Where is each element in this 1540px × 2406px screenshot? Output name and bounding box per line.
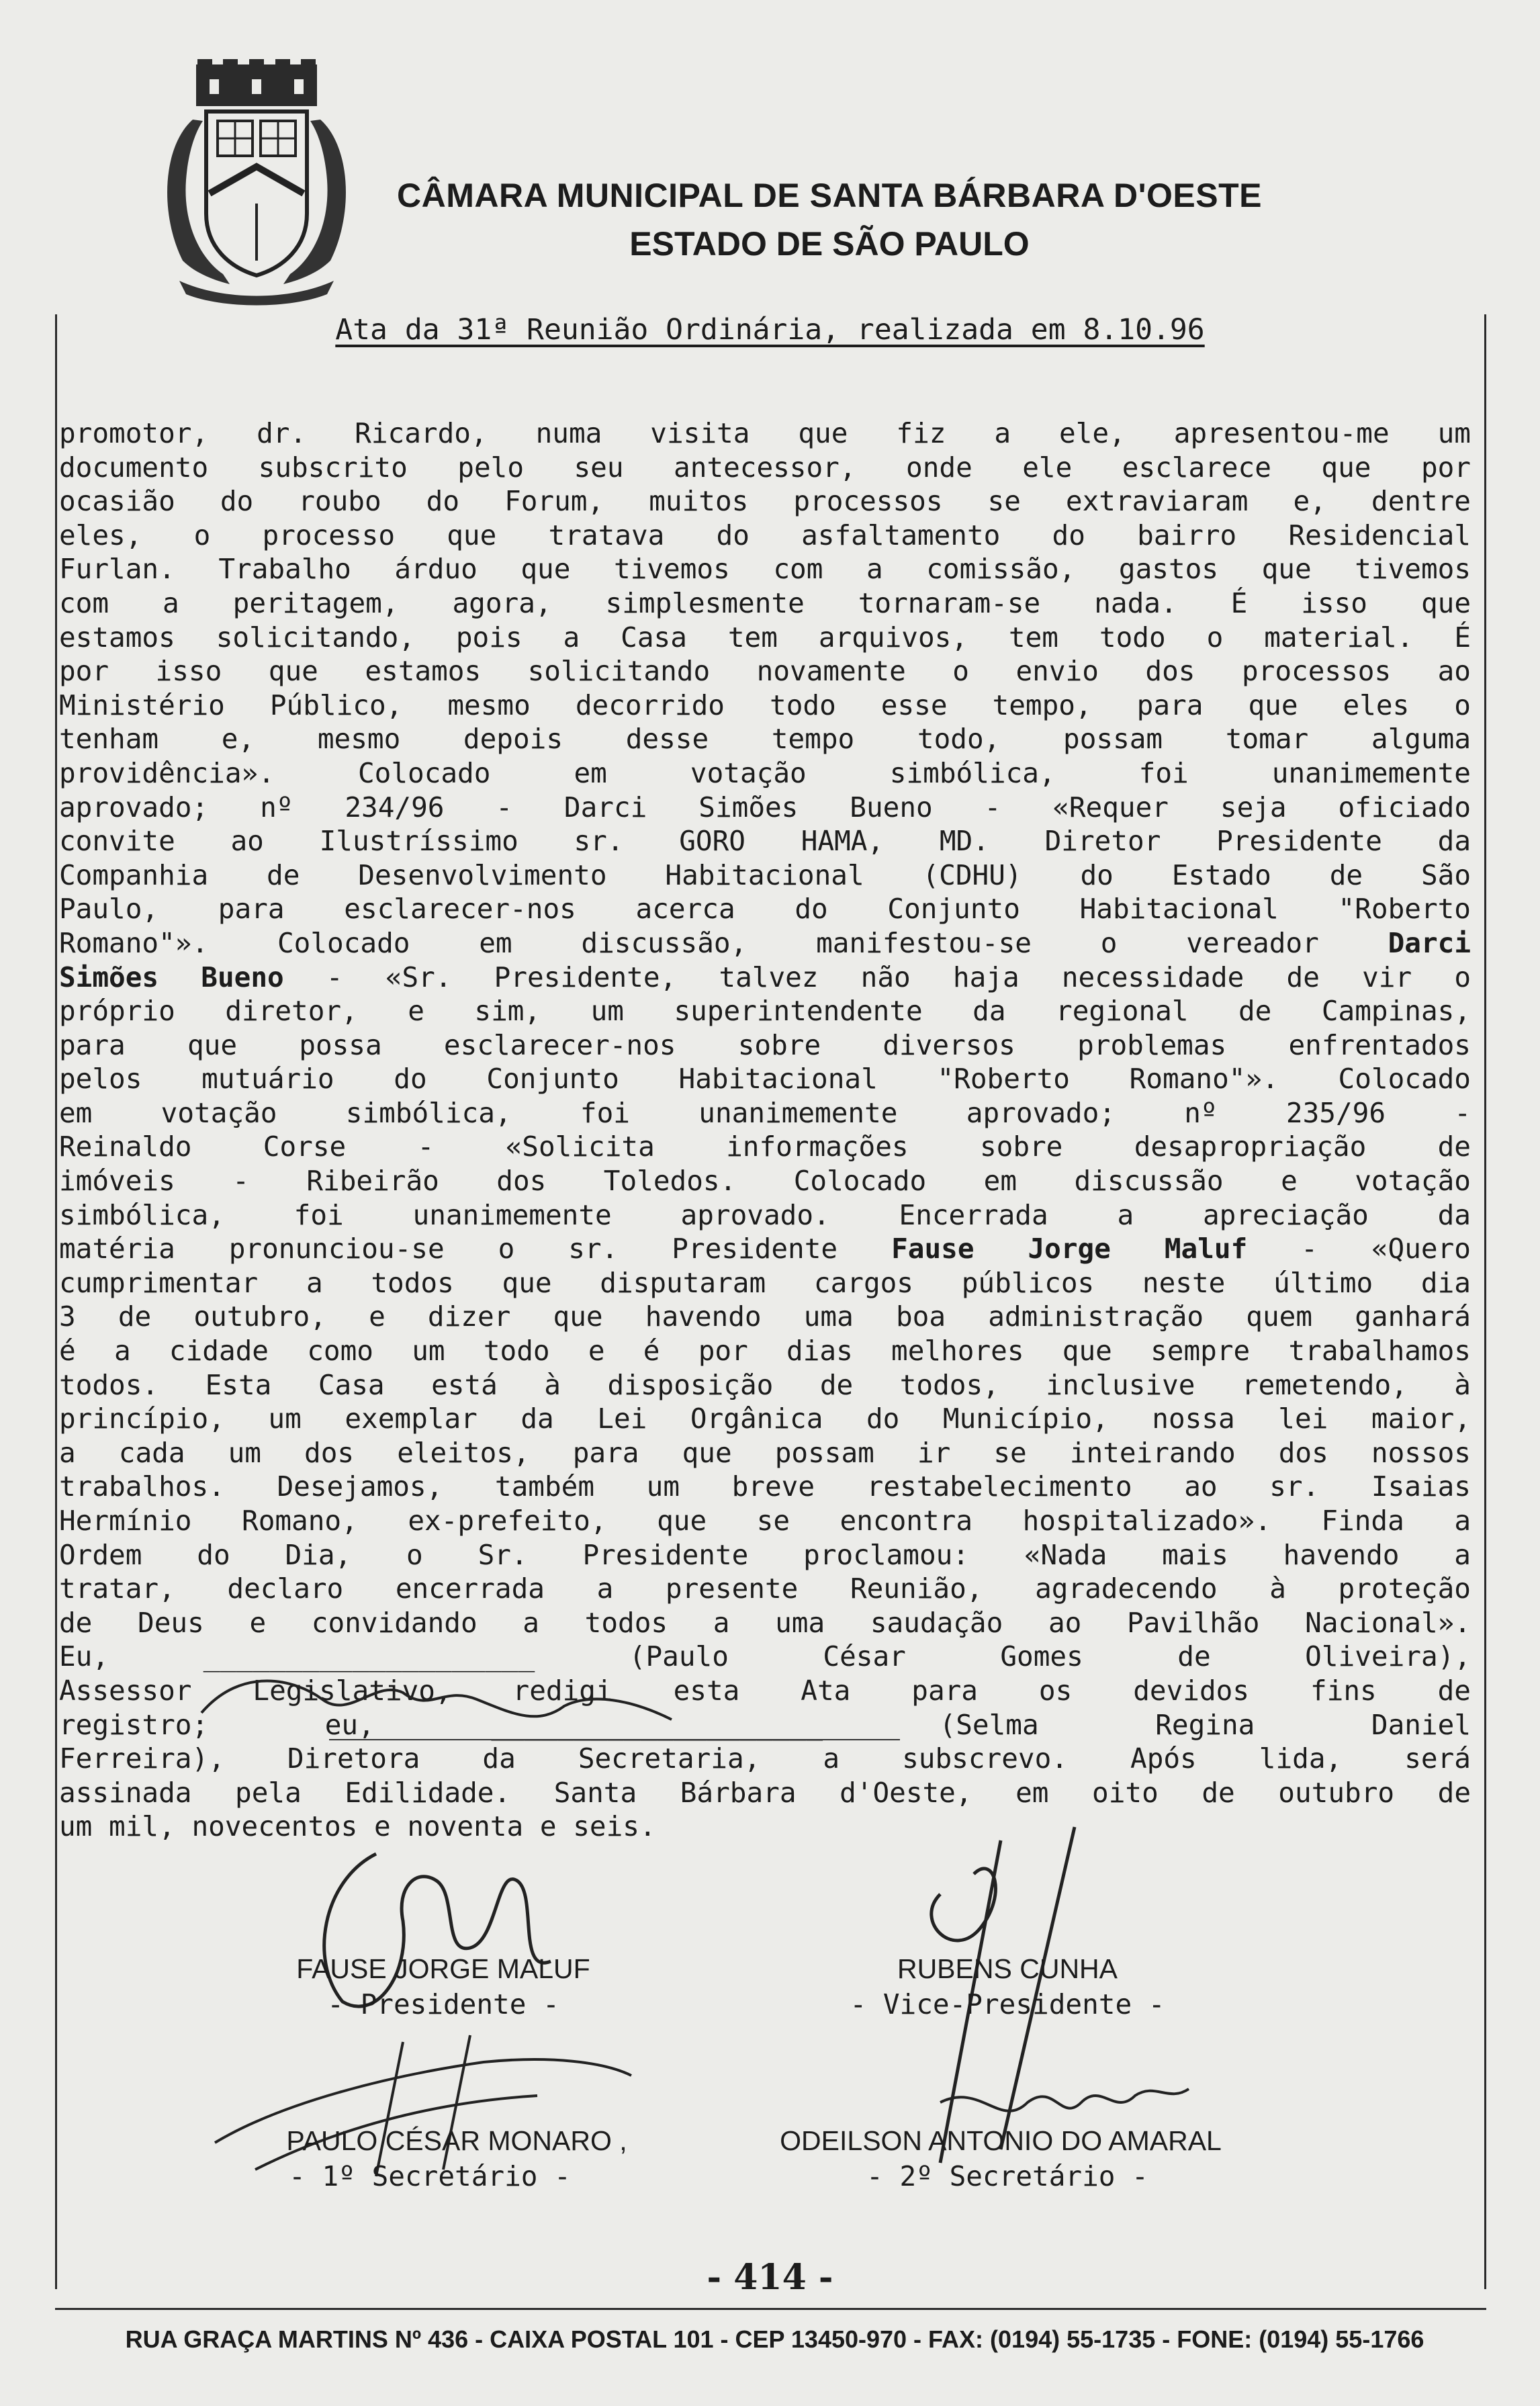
municipal-coat-of-arms-icon [156,59,357,308]
text-line [59,688,1471,723]
text-span: registro; eu, ____________________ (Selma Regina Daniel [59,1708,1471,1741]
text-span: a cada um dos eleitos, para que possam ir se inteirando dos nossos [59,1436,1471,1469]
text-span: Companhia de Desenvolvimento Habitacional (CDHU) do Estado de São [59,858,1471,891]
text-span: Furlan. Trabalho árduo que tivemos com a comissão, gastos que tivemos [59,553,1471,586]
handwritten-signature-icon [201,2022,672,2183]
text-line [59,1504,1471,1538]
text-span: próprio diretor, e sim, um superintendente da regional de Campinas, [59,995,1471,1028]
text-line [59,1334,1471,1368]
frame-left-line [55,314,57,2289]
signatory-name: FAUSE JORGE MALUF [296,1953,590,1984]
text-span: de Deus e convidando a todos a uma saudação ao Pavilhão Nacional». [59,1606,1471,1639]
text-line [59,994,1471,1028]
text-line [59,1368,1471,1402]
text-span: Hermínio Romano, ex-prefeito, que se encontra hospitalizado». Finda a [59,1505,1471,1537]
text-span: imóveis - Ribeirão dos Toledos. Colocado em discussão e votação [59,1165,1471,1198]
text-line [59,791,1471,825]
text-span: em votação simbólica, foi unanimemente aprovado; nº 235/96 - [59,1096,1471,1129]
text-span: Ministério Público, mesmo decorrido todo esse tempo, para que eles o [59,688,1471,721]
signatory-role: - 2º Secretário - [866,2160,1148,2192]
text-line [59,1538,1471,1572]
text-span: 3 de outubro, e dizer que havendo uma boa administração quem ganhará [59,1300,1471,1333]
text-line [59,519,1471,553]
text-span: ocasião do roubo do Forum, muitos processos se extraviaram e, dentre [59,485,1471,518]
text-span: é a cidade como um todo e é por dias melhores que sempre trabalhamos [59,1335,1471,1368]
text-span: trabalhos. Desejamos, também um breve restabelecimento ao sr. Isaias [59,1470,1471,1503]
text-span: convite ao Ilustríssimo sr. GORO HAMA, MD. Diretor Presidente da [59,825,1471,858]
text-line [59,416,1471,451]
signatory-name: PAULO CÉSAR MONARO , [286,2125,627,2156]
text-line [59,824,1471,858]
text-line [59,858,1471,893]
frame-right-line [1484,314,1486,2289]
page-number: - 414 - [707,2257,833,2298]
signatory-role: - Presidente - [327,1988,559,2020]
text-span: Romano"». Colocado em discussão, manifestou-se o vereador [59,926,1388,959]
text-line [59,451,1471,485]
text-span: matéria pronunciou-se o sr. Presidente [59,1233,892,1265]
signatory-name: RUBENS CUNHA [897,1953,1118,1984]
text-line [59,722,1471,756]
text-span: cumprimentar a todos que disputaram cargos públicos neste último dia [59,1266,1471,1299]
text-span: Ordem do Dia, o Sr. Presidente proclamou: «Nada mais havendo a [59,1538,1471,1571]
signatory-role: - 1º Secretário - [289,2160,571,2192]
text-line [59,756,1471,791]
text-line [59,1572,1471,1606]
text-line [59,654,1471,688]
text-span: Eu, ____________________ (Paulo César Gomes de Oliveira), [59,1640,1471,1673]
text-line [59,1062,1471,1096]
text-span: Paulo, para esclarecer-nos acerca do Conjunto Habitacional "Roberto [59,893,1471,926]
text-line [59,1470,1471,1504]
text-span: princípio, um exemplar da Lei Orgânica do Município, nossa lei maior, [59,1402,1471,1435]
text-line [59,586,1471,621]
text-line [59,892,1471,926]
document-title: Ata da 31ª Reunião Ordinária, realizada em 8.10.96 [335,313,1205,347]
text-line [59,484,1471,519]
text-span: todos. Esta Casa está à disposição de todos, inclusive remetendo, à [59,1368,1471,1401]
institution-name: CÂMARA MUNICIPAL DE SANTA BÁRBARA D'OESTE [397,177,1262,214]
text-span: eles, o processo que tratava do asfaltamento do bairro Residencial [59,519,1471,551]
text-span: um mil, novecentos e noventa e seis. [59,1810,656,1843]
text-line [59,1096,1471,1130]
minutes-body-text [59,416,1471,1844]
text-span: Fause Jorge Maluf [891,1233,1248,1265]
text-line [59,961,1471,995]
footer-address: RUA GRAÇA MARTINS Nº 436 - CAIXA POSTAL 101 - CEP 13450-970 - FAX: (0194) 55-1735 - FONE: (0194) 55-1766 [125,2325,1424,2353]
text-span: promotor, dr. Ricardo, numa visita que fiz a ele, apresentou-me um [59,417,1471,449]
text-span: Ferreira), Diretora da Secretaria, a subscrevo. Após lida, será [59,1742,1471,1775]
text-span: Simões Bueno [59,961,284,993]
signatory-role: - Vice-Presidente - [850,1988,1165,2020]
text-line [59,1164,1471,1198]
text-line [59,1436,1471,1470]
text-line [59,1402,1471,1436]
text-line [59,1028,1471,1063]
text-line [59,1776,1471,1810]
text-span: - «Sr. Presidente, talvez não haja necessidade de vir o [283,961,1471,993]
text-span: providência». Colocado em votação simbólica, foi unanimemente [59,756,1471,789]
text-span: - «Quero [1247,1233,1471,1265]
text-span: estamos solicitando, pois a Casa tem arquivos, tem todo o material. É [59,621,1471,654]
text-span: por isso que estamos solicitando novamente o envio dos processos ao [59,655,1471,688]
text-span: Reinaldo Corse - «Solicita informações sobre desapropriação de [59,1130,1471,1163]
text-span: tratar, declaro encerrada a presente Reunião, agradecendo à proteção [59,1572,1471,1605]
text-line [59,1232,1471,1266]
text-line [59,1606,1471,1640]
text-line [59,926,1471,961]
institution-state: ESTADO DE SÃO PAULO [629,225,1030,263]
text-span: assinada pela Edilidade. Santa Bárbara d'Oeste, em oito de outubro de [59,1776,1471,1809]
text-line [59,552,1471,586]
text-line [59,1810,1471,1844]
text-line [59,1198,1471,1233]
text-span: Darci [1388,926,1471,959]
frame-bottom-line [55,2308,1486,2310]
text-span: simbólica, foi unanimemente aprovado. Encerrada a apreciação da [59,1198,1471,1231]
text-line [59,1300,1471,1334]
text-span: tenham e, mesmo depois desse tempo todo, possam tomar alguma [59,723,1471,756]
text-span: com a peritagem, agora, simplesmente tornaram-se nada. É isso que [59,586,1471,619]
text-line [59,1130,1471,1164]
handwritten-signature-icon [161,1639,900,1760]
text-span: para que possa esclarecer-nos sobre diversos problemas enfrentados [59,1028,1471,1061]
text-span: aprovado; nº 234/96 - Darci Simões Bueno - «Requer seja oficiado [59,791,1471,823]
text-span: pelos mutuário do Conjunto Habitacional "Roberto Romano"». Colocado [59,1063,1471,1096]
text-span: Assessor Legislativo, redigi esta Ata para os devidos fins de [59,1674,1471,1707]
signatory-name: ODEILSON ANTONIO DO AMARAL [780,2125,1222,2156]
text-line [59,621,1471,655]
text-span: documento subscrito pelo seu antecessor, onde ele esclarece que por [59,451,1471,484]
text-line [59,1266,1471,1300]
